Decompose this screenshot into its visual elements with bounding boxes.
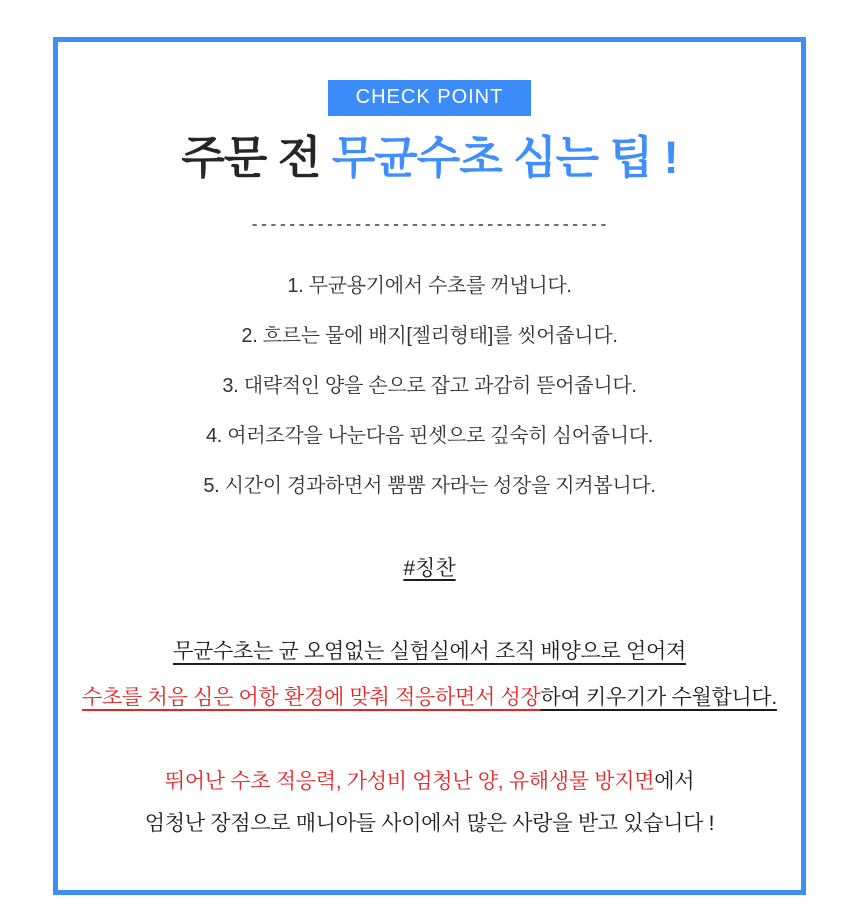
paragraph-line-2-black-text: 하여 키우기가 수월합니다. bbox=[540, 686, 777, 709]
paragraph-line-1-text: 무균수초는 균 오염없는 실험실에서 조직 배양으로 얻어져 bbox=[173, 640, 686, 663]
content-frame bbox=[53, 37, 806, 895]
dashed-separator: -------------------------------------- bbox=[250, 217, 609, 233]
paragraph-line-2-red-text: 수초를 처음 심은 어항 환경에 맞춰 적응하면서 성장 bbox=[82, 686, 541, 709]
note-line-1-black-text: 에서 bbox=[654, 770, 695, 793]
step-item-3: 3. 대략적인 양을 손으로 잡고 과감히 뜯어줍니다. bbox=[222, 375, 637, 397]
hashtag-label: #칭찬 bbox=[403, 557, 456, 580]
note-line-2: 엄청난 장점으로 매니아들 사이에서 많은 사랑을 받고 있습니다 ! bbox=[144, 812, 715, 835]
note-line-1 bbox=[58, 769, 801, 795]
step-item-2: 2. 흐르는 물에 배지[젤리형태]를 씻어줍니다. bbox=[241, 325, 618, 347]
paragraph-line-1 bbox=[58, 639, 801, 665]
page-title-highlight: 무균수초 심는 팁 ! bbox=[331, 132, 678, 183]
step-item-4: 4. 여러조각을 나눈다음 핀셋으로 깊숙히 심어줍니다. bbox=[205, 425, 654, 447]
step-item-5: 5. 시간이 경과하면서 뿜뿜 자라는 성장을 지켜봅니다. bbox=[203, 475, 656, 497]
paragraph-line-2 bbox=[58, 685, 801, 711]
step-item-1: 1. 무균용기에서 수초를 꺼냅니다. bbox=[287, 275, 572, 297]
note-line-1-red-text: 뛰어난 수초 적응력, 가성비 엄청난 양, 유해생물 방지면 bbox=[164, 770, 655, 793]
page-title-prefix: 주문 전 bbox=[181, 132, 332, 183]
check-point-badge bbox=[328, 80, 532, 116]
check-point-badge-label: CHECK POINT bbox=[355, 86, 504, 108]
steps-list bbox=[58, 275, 801, 497]
page-title bbox=[58, 129, 801, 187]
